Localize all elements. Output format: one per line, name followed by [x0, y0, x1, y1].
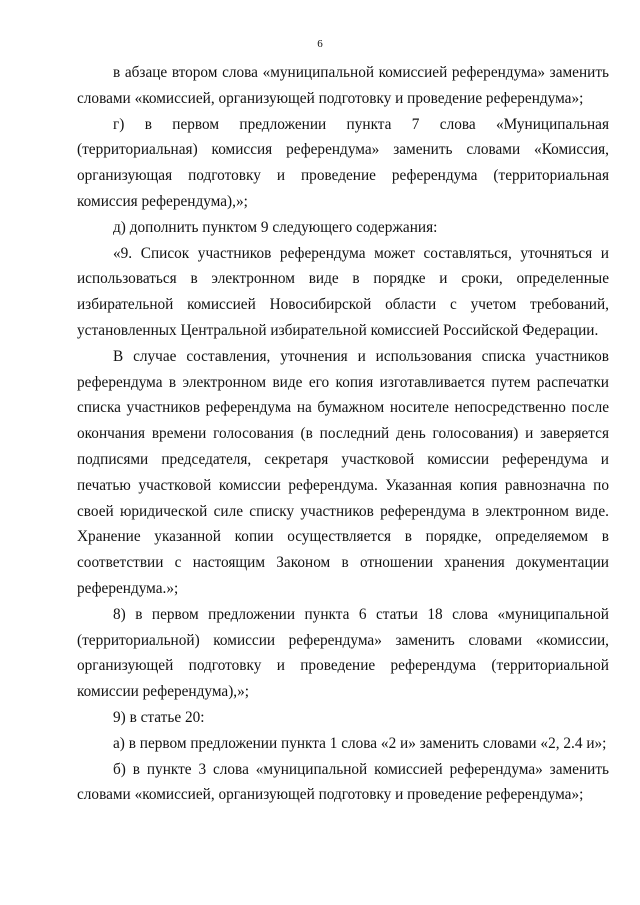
paragraph: г) в первом предложении пункта 7 слова «Муниципальная (территориальная) комиссия референдума» заменить словами «Комиссия, организующая подготовку и проведение референдума (территориальная комиссия референдума),»;	[77, 115, 609, 210]
page-number: 6	[317, 38, 323, 50]
paragraph: а) в первом предложении пункта 1 слова «2 и» заменить словами «2, 2.4 и»;	[113, 734, 607, 752]
paragraph: д) дополнить пунктом 9 следующего содержания:	[113, 218, 438, 236]
paragraph: 8) в первом предложении пункта 6 статьи 18 слова «муниципальной (территориальной) комиссии референдума» заменить словами «комиссии, организующей подготовку и проведение референдума (территориальной комиссии референдума),»;	[77, 605, 609, 701]
paragraph: б) в пункте 3 слова «муниципальной комиссией референдума» заменить словами «комиссией, организующей подготовку и проведение референдума»;	[77, 760, 609, 804]
paragraph: В случае составления, уточнения и использования списка участников референдума в электронном виде его копия изготавливается путем распечатки списка участников референдума на бумажном носителе непосредственно после окончания времени голосования (в последний день голосования) и заверяется подписями председателя, секретаря участковой комиссии референдума и печатью участковой комиссии референдума. Указанная копия равнозначна по своей юридической силе списку участников референдума в электронном виде. Хранение указанной копии осуществляется в порядке, определяемом в соответствии с настоящим Законом в отношении хранения документации референдума.»;	[77, 347, 609, 597]
document-body	[77, 60, 609, 808]
paragraph: 9) в статье 20:	[113, 708, 205, 726]
paragraph: «9. Список участников референдума может составляться, уточняться и использоваться в электронном виде в порядке и сроки, определенные избирательной комиссией Новосибирской области с учетом требований, установленных Центральной избирательной комиссией Российской Федерации.	[77, 244, 609, 339]
paragraph: в абзаце втором слова «муниципальной комиссией референдума» заменить словами «комиссией, организующей подготовку и проведение референдума»;	[77, 64, 609, 107]
